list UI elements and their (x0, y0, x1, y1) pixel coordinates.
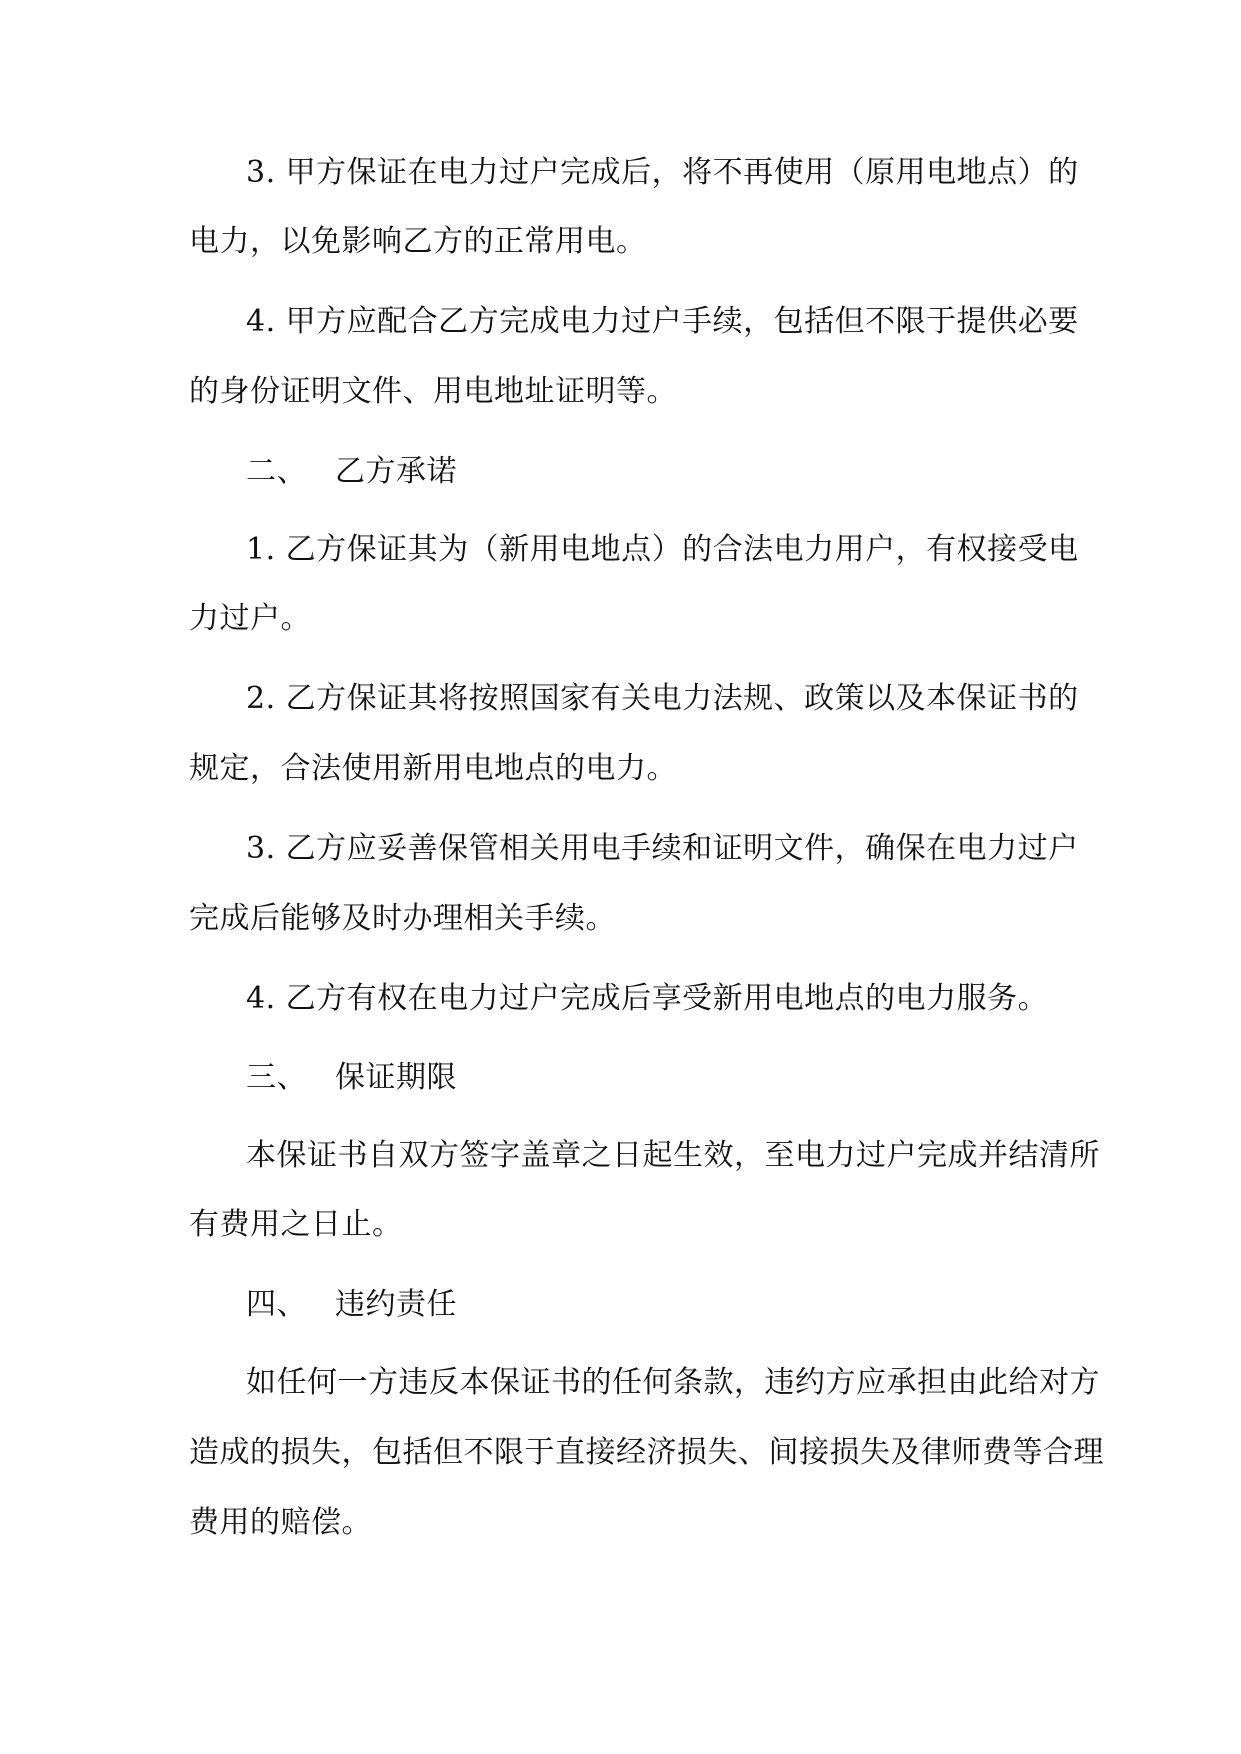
text-line: 的身份证明文件、用电地址证明等。 (189, 374, 677, 409)
text-line: 完成后能够及时办理相关手续。 (189, 901, 616, 936)
paragraph-line (0, 679, 1241, 719)
text-line: 4. 甲方应配合乙方完成电力过户手续，包括但不限于提供必要 (246, 304, 1079, 339)
text-line: 有费用之日止。 (189, 1207, 403, 1242)
text-line: 1. 乙方保证其为（新用电地点）的合法电力用户，有权接受电 (246, 532, 1079, 567)
paragraph-line (0, 979, 1241, 1019)
text-line: 3. 甲方保证在电力过户完成后，将不再使用（原用电地点）的 (246, 155, 1079, 190)
text-line: 电力，以免影响乙方的正常用电。 (189, 224, 647, 259)
paragraph-line (0, 749, 1241, 789)
paragraph-line (0, 372, 1241, 412)
text-line: 2. 乙方保证其将按照国家有关电力法规、政策以及本保证书的 (246, 681, 1079, 716)
section-title: 违约责任 (335, 1287, 457, 1322)
text-line: 造成的损失，包括但不限于直接经济损失、间接损失及律师费等合理 (189, 1435, 1104, 1470)
section-number: 三、 (246, 1060, 307, 1095)
text-line: 规定，合法使用新用电地点的电力。 (189, 751, 677, 786)
section-title: 乙方承诺 (335, 454, 457, 489)
text-line: 费用的赔偿。 (189, 1505, 372, 1540)
paragraph-line (0, 530, 1241, 570)
paragraph-line (0, 599, 1241, 639)
paragraph-line (0, 1503, 1241, 1543)
paragraph-line (0, 1433, 1241, 1473)
section-number: 二、 (246, 454, 307, 489)
text-line: 如任何一方违反本保证书的任何条款，违约方应承担由此给对方 (246, 1365, 1100, 1400)
section-heading (0, 1058, 1241, 1098)
text-line: 4. 乙方有权在电力过户完成后享受新用电地点的电力服务。 (246, 981, 1049, 1016)
paragraph-line (0, 899, 1241, 939)
section-heading (0, 452, 1241, 492)
section-number: 四、 (246, 1287, 307, 1322)
paragraph-line (0, 1363, 1241, 1403)
text-line: 本保证书自双方签字盖章之日起生效，至电力过户完成并结清所 (246, 1138, 1100, 1173)
paragraph-line (0, 153, 1241, 193)
paragraph-line (0, 302, 1241, 342)
paragraph-line (0, 222, 1241, 262)
text-line: 3. 乙方应妥善保管相关用电手续和证明文件，确保在电力过户 (246, 831, 1079, 866)
paragraph-line (0, 1205, 1241, 1245)
section-heading (0, 1285, 1241, 1325)
paragraph-line (0, 829, 1241, 869)
paragraph-line (0, 1136, 1241, 1176)
section-title: 保证期限 (335, 1060, 457, 1095)
text-line: 力过户。 (189, 601, 311, 636)
